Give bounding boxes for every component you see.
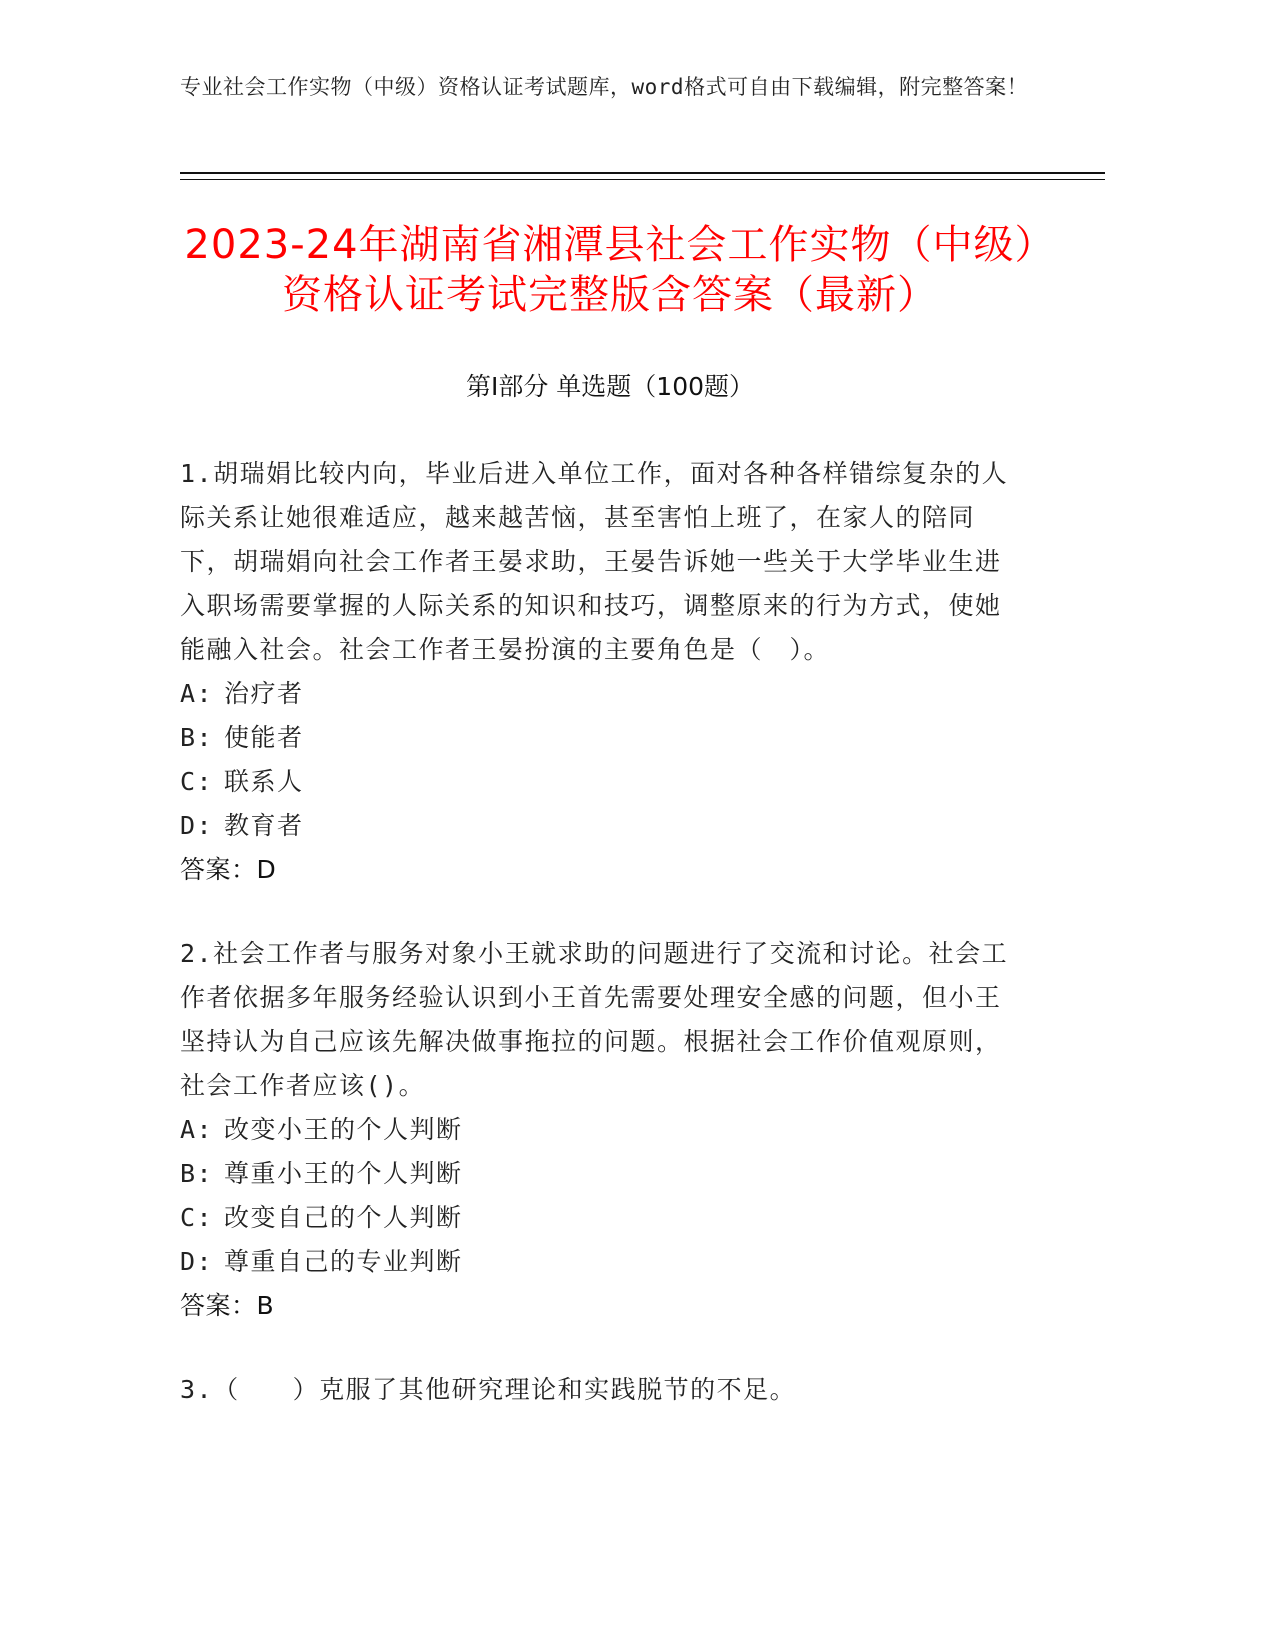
option-letter: B: — [180, 723, 214, 752]
option-c — [180, 760, 1020, 804]
option-text: 尊重小王的个人判断 — [224, 1159, 463, 1188]
option-text: 治疗者 — [224, 679, 304, 708]
question-1 — [180, 452, 1020, 892]
header-divider-thin — [180, 179, 1105, 180]
answer: 答案：B — [180, 1291, 275, 1320]
option-text: 尊重自己的专业判断 — [224, 1247, 463, 1276]
option-b — [180, 716, 1020, 760]
question-stem: 2.社会工作者与服务对象小王就求助的问题进行了交流和讨论。社会工作者依据多年服务经验认识到小王首先需要处理安全感的问题，但小王坚持认为自己应该先解决做事拖拉的问题。根据社会工作价值观原则，社会工作者应该()。 — [180, 939, 1009, 1100]
option-text: 联系人 — [224, 767, 304, 796]
option-text: 改变自己的个人判断 — [224, 1203, 463, 1232]
question-stem: 3.（ ）克服了其他研究理论和实践脱节的不足。 — [180, 1375, 797, 1404]
document-title: 2023-24年湖南省湘潭县社会工作实物（中级）资格认证考试完整版含答案（最新） — [184, 222, 1036, 318]
option-letter: A: — [180, 679, 214, 708]
header-divider-thick — [180, 172, 1105, 174]
question-stem: 1.胡瑞娟比较内向，毕业后进入单位工作，面对各种各样错综复杂的人际关系让她很难适应，越来越苦恼，甚至害怕上班了，在家人的陪同下，胡瑞娟向社会工作者王晏求助，王晏告诉她一些关于大学毕业生进入职场需要掌握的人际关系的知识和技巧，调整原来的行为方式，使她能融入社会。社会工作者王晏扮演的主要角色是（ ）。 — [180, 459, 1009, 664]
option-letter: C: — [180, 767, 214, 796]
answer: 答案：D — [180, 855, 277, 884]
option-c — [180, 1196, 1020, 1240]
option-d — [180, 804, 1020, 848]
option-b — [180, 1152, 1020, 1196]
option-text: 改变小王的个人判断 — [224, 1115, 463, 1144]
option-text: 使能者 — [224, 723, 304, 752]
option-d — [180, 1240, 1020, 1284]
option-letter: D: — [180, 811, 214, 840]
option-a — [180, 1108, 1020, 1152]
section-heading: 第Ⅰ部分 单选题（100题） — [465, 372, 755, 401]
option-text: 教育者 — [224, 811, 304, 840]
header-note: 专业社会工作实物（中级）资格认证考试题库，word格式可自由下载编辑，附完整答案！ — [180, 75, 1029, 99]
option-letter: A: — [180, 1115, 214, 1144]
option-a — [180, 672, 1020, 716]
option-letter: B: — [180, 1159, 214, 1188]
question-3 — [180, 1368, 1020, 1412]
question-2 — [180, 932, 1020, 1328]
option-letter: C: — [180, 1203, 214, 1232]
option-letter: D: — [180, 1247, 214, 1276]
